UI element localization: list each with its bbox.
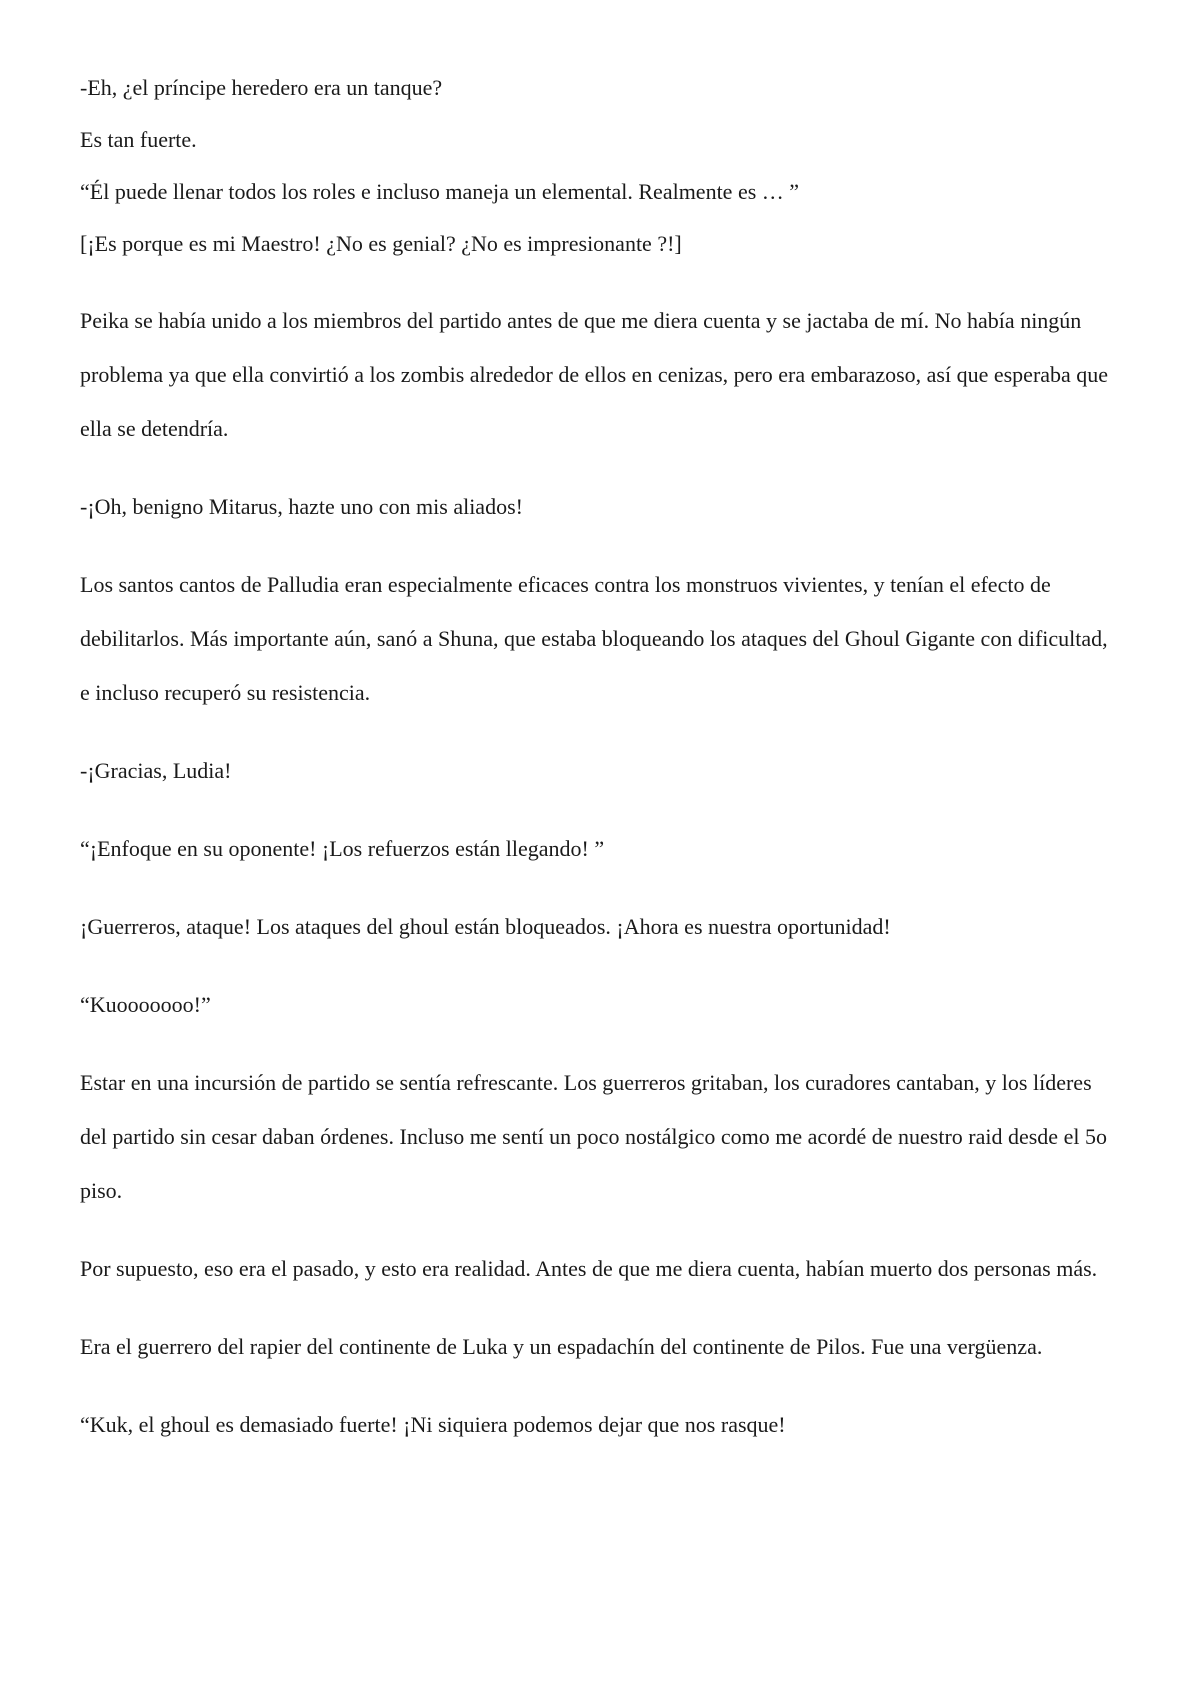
paragraph: -¡Oh, benigno Mitarus, hazte uno con mis aliados! [80,494,523,519]
paragraph: Es tan fuerte. [80,127,197,152]
paragraph: [¡Es porque es mi Maestro! ¿No es genial? ¿No es impresionante ?!] [80,231,682,256]
document-body [80,62,1120,1452]
paragraph: Peika se había unido a los miembros del partido antes de que me diera cuenta y se jactaba de mí. No había ningún problema ya que ella convirtió a los zombis alrededor de ellos en cenizas, pero era embarazoso, así que esperaba que ella se detendría. [80,308,1109,441]
paragraph: -¡Gracias, Ludia! [80,758,232,783]
paragraph: -Eh, ¿el príncipe heredero era un tanque? [80,75,443,100]
paragraph: ¡Guerreros, ataque! Los ataques del ghoul están bloqueados. ¡Ahora es nuestra oportunidad! [80,914,891,939]
paragraph: Era el guerrero del rapier del continente de Luka y un espadachín del continente de Pilos. Fue una vergüenza. [80,1334,1043,1359]
paragraph: Estar en una incursión de partido se sentía refrescante. Los guerreros gritaban, los curadores cantaban, y los líderes del partido sin cesar daban órdenes. Incluso me sentí un poco nostálgico como me acordé de nuestro raid desde el 5o piso. [80,1070,1107,1203]
paragraph: “Kuk, el ghoul es demasiado fuerte! ¡Ni siquiera podemos dejar que nos rasque! [80,1412,786,1437]
paragraph: Por supuesto, eso era el pasado, y esto era realidad. Antes de que me diera cuenta, habían muerto dos personas más. [80,1256,1098,1281]
paragraph: “Kuooooooo!” [80,992,211,1017]
paragraph: “Él puede llenar todos los roles e incluso maneja un elemental. Realmente es … ” [80,179,800,204]
paragraph: Los santos cantos de Palludia eran especialmente eficaces contra los monstruos vivientes, y tenían el efecto de debilitarlos. Más importante aún, sanó a Shuna, que estaba bloqueando los ataques del Ghoul Gigante con dificultad, e incluso recuperó su resistencia. [80,572,1108,705]
paragraph: “¡Enfoque en su oponente! ¡Los refuerzos están llegando! ” [80,836,605,861]
